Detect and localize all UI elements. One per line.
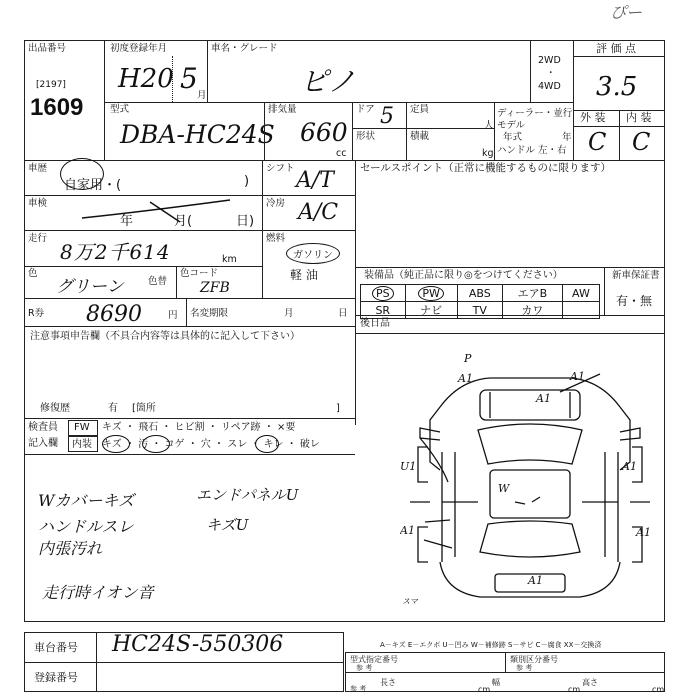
drive-4wd: 4WD: [538, 81, 561, 92]
model-label: 型式: [110, 104, 130, 115]
load-label: 積載: [410, 131, 430, 142]
displacement-label: 排気量: [268, 104, 297, 115]
memo-3: 内張汚れ: [38, 539, 103, 558]
equip-abs: ABS: [457, 285, 502, 302]
mark-a1-rear-right: A1: [636, 526, 651, 539]
type-ref: 参 考: [356, 664, 373, 672]
inspection-year: 年: [120, 214, 134, 229]
name-change-label: 名変期限: [190, 308, 229, 319]
repair-places: [箇所: [132, 403, 156, 414]
mark-w: W: [498, 482, 510, 495]
sales-point-label: セールスポイント（正常に機能するものに限ります）: [360, 162, 612, 174]
mark-sma: スマ: [402, 597, 418, 606]
load-unit: kg: [482, 148, 494, 159]
mileage-unit: km: [222, 254, 237, 265]
equip-ps: PS: [361, 285, 406, 302]
ac-label: 冷房: [266, 198, 286, 209]
recycle-label: R券: [28, 308, 45, 319]
length-label: 長さ: [380, 678, 396, 687]
warranty-value: 有・無: [616, 294, 653, 308]
mark-a1-right: A1: [622, 460, 637, 473]
name-change-day: 日: [338, 308, 348, 319]
fw-label: FW: [74, 422, 90, 433]
first-reg-month: 5: [180, 62, 198, 95]
color-code-label: 色コード: [180, 268, 219, 279]
notes-label: 注意事項申告欄（不具合内容等は具体的に記入して下さい）: [30, 331, 300, 342]
mileage-value: 8万2千614: [60, 240, 171, 264]
mark-p: P: [464, 352, 472, 365]
equip-aw: AW: [562, 285, 599, 302]
mark-a1-center: A1: [528, 574, 543, 587]
color-code-value: ZFB: [200, 280, 230, 296]
type-designation-label: 型式指定番号: [350, 655, 398, 664]
car-name-label: 車名・グレード: [211, 43, 278, 54]
door-label: ドア: [356, 104, 375, 115]
fw-text: キズ ・ 飛石 ・ ヒビ割 ・ リペア跡 ・ ×要: [102, 422, 296, 433]
displacement-value: 660: [300, 118, 348, 147]
lot-small-number: [2197]: [36, 80, 66, 90]
memo-4: 走行時イオン音: [42, 583, 154, 602]
history-close: ): [244, 174, 250, 189]
color-value: グリーン: [56, 277, 124, 297]
width-cm: cm: [568, 685, 581, 694]
fuel-value: ガソリン: [286, 243, 340, 264]
interior-text: キズ ・ 汚 ・ コゲ ・ 穴 ・ スレ ・ キレ ・ 破レ: [102, 439, 320, 450]
warranty-label: 新車保証書: [612, 270, 660, 281]
color-label: 色: [28, 268, 38, 279]
inspector-label2: 記入欄: [28, 438, 58, 449]
recycle-unit: 円: [168, 310, 178, 321]
name-change-month: 月: [284, 308, 294, 319]
memo-2: ハンドルスレ: [38, 517, 134, 536]
drive-dot: ・: [546, 68, 556, 79]
interior-circle-3: [255, 435, 279, 453]
memo-6: キズU: [206, 516, 249, 534]
exterior-label: 外 装: [580, 111, 606, 124]
interior-label: 内 装: [626, 111, 652, 124]
lot-label: 出品番号: [28, 43, 67, 54]
color-change-label: 色替: [148, 276, 168, 287]
memo-1: Wカバーキズ: [38, 491, 135, 510]
inspection-month: 月(: [174, 214, 193, 229]
mark-a1-hood: A1: [536, 392, 551, 405]
equip-tv: TV: [457, 302, 502, 319]
chassis-label: 車台番号: [34, 641, 78, 654]
arrival-label: 後日品: [360, 318, 390, 329]
model-year-label2: 年式: [503, 132, 523, 143]
first-reg-month-unit: 月: [197, 90, 207, 101]
dealer-label: ディーラー・並行: [497, 108, 573, 119]
shift-label: シフト: [266, 163, 295, 174]
car-damage-diagram: [400, 352, 660, 614]
inspection-strike: [80, 196, 240, 228]
interior-value: C: [632, 128, 651, 156]
exterior-value: C: [588, 128, 607, 156]
equip-airbag: エアB: [502, 285, 562, 302]
equip-sr: SR: [361, 302, 406, 319]
history-circle: [60, 158, 104, 190]
damage-legend: A－キズ E－エクボ U－凹み W－補修跡 S－サビ C－腐食 XX－交換済: [380, 641, 602, 649]
mark-u1: U1: [400, 460, 417, 473]
equipment-table: [360, 284, 600, 319]
mark-a1-left-door: A1: [400, 524, 415, 537]
category-ref: 参 考: [516, 664, 533, 672]
car-name-value: ピノ: [300, 65, 356, 98]
width-label: 幅: [492, 678, 500, 687]
length-cm: cm: [478, 685, 491, 694]
model-value: DBA-HC24S: [120, 120, 275, 149]
inspection-label: 車検: [28, 198, 48, 209]
mileage-label: 走行: [28, 233, 48, 244]
repair-label: 修復歴: [40, 403, 70, 414]
door-value: 5: [380, 104, 394, 129]
interior-circle-1: [102, 435, 130, 453]
interior-circle-2: [142, 435, 170, 453]
registration-label: 登録番号: [34, 671, 78, 684]
drive-2wd: 2WD: [538, 55, 561, 66]
grade-value: 3.5: [596, 72, 638, 102]
lot-number: 1609: [30, 94, 84, 121]
model-year-label: モデル: [497, 120, 526, 131]
ac-value: A/C: [298, 200, 339, 225]
capacity-unit: 人: [484, 120, 494, 131]
inspection-day: 日): [236, 214, 255, 229]
equip-leather: カワ: [502, 302, 562, 319]
first-reg-label: 初度登録年月: [110, 43, 168, 54]
chassis-value: HC24S-550306: [112, 632, 284, 657]
history-label: 車歴: [28, 163, 48, 174]
top-scribble: ぴー: [610, 3, 643, 22]
capacity-label: 定員: [410, 104, 430, 115]
ref-label: 参 考: [350, 685, 367, 693]
grade-label: 評 価 点: [596, 42, 636, 55]
mark-a1-top-left: A1: [458, 372, 473, 385]
displacement-unit: cc: [336, 148, 347, 159]
shape-label: 形状: [356, 131, 376, 142]
inspector-label: 検査員: [28, 422, 58, 433]
memo-5: エンドパネルU: [196, 486, 299, 504]
equip-label: 装備品（純正品に限り◎をつけてください）: [364, 270, 563, 281]
height-cm: cm: [652, 685, 665, 694]
repair-value: 有: [108, 403, 118, 414]
model-year-unit: 年: [562, 132, 572, 143]
mark-a1-top-right: A1: [570, 370, 585, 383]
repair-close: ]: [336, 403, 340, 414]
fuel-alt: 軽 油: [290, 268, 318, 282]
history-value: 自家用・(: [64, 178, 122, 193]
height-label: 高さ: [582, 678, 598, 687]
fuel-label: 燃料: [266, 233, 286, 244]
shift-value: A/T: [296, 168, 334, 193]
equip-pw: PW: [405, 285, 457, 302]
category-label: 類別区分番号: [510, 655, 558, 664]
handle-label: ハンドル 左・右: [497, 145, 567, 156]
recycle-value: 8690: [86, 302, 142, 327]
interior-box-label: 内装: [72, 439, 92, 450]
equip-navi: ナビ: [405, 302, 457, 319]
first-reg-era: H20: [118, 64, 174, 94]
